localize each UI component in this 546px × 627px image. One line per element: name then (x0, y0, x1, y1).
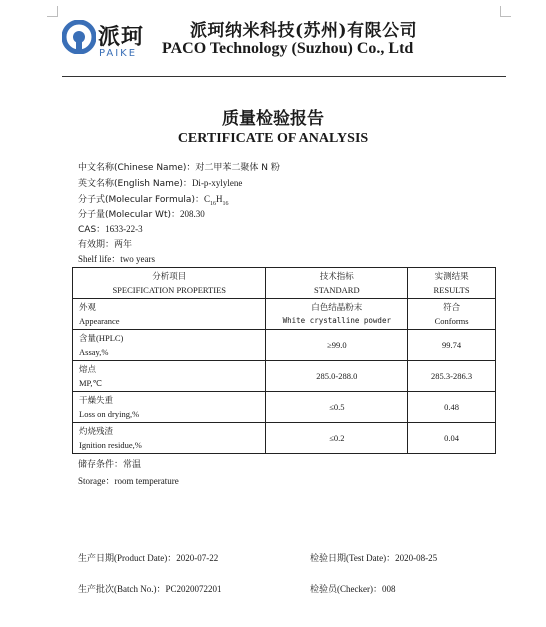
checker-line (310, 582, 395, 595)
property-name-en: Appearance (79, 316, 120, 326)
property-name-en: Loss on drying,% (79, 409, 140, 419)
property-name-cn: 灼烧残渣 (79, 426, 114, 436)
header-properties-en: SPECIFICATION PROPERTIES (112, 285, 227, 295)
table-row (73, 392, 496, 423)
shelf-life-value: two years (120, 254, 155, 264)
result-value: 0.04 (444, 433, 459, 443)
cas-line (78, 223, 143, 236)
molecular-weight-line (78, 208, 205, 221)
header-standard-en: STANDARD (314, 285, 360, 295)
standard-value-en: White crystalline powder (282, 316, 391, 325)
standard-value-cn: 白色结晶粉末 (311, 302, 363, 312)
header-standard-cn: 技术指标 (319, 271, 354, 281)
cas-value: 1633-22-3 (105, 224, 143, 234)
company-name-chinese: 派珂纳米科技(苏州)有限公司 (190, 21, 418, 41)
molecular-weight-label: 分子量(Molecular Wt)： (78, 210, 180, 220)
property-name-cn: 含量(HPLC) (79, 333, 124, 343)
result-value: 0.48 (444, 402, 459, 412)
product-date-label: 生产日期(Product Date)： (78, 553, 177, 563)
storage-cn-value: 常温 (123, 460, 142, 470)
chinese-name-label: 中文名称(Chinese Name)： (78, 163, 196, 173)
batch-value: PC2020072201 (165, 584, 222, 594)
header-results-en: RESULTS (433, 285, 470, 295)
property-name-en: Assay,% (79, 347, 109, 357)
result-value-cn: 符合 (443, 302, 461, 312)
validity-line (78, 238, 132, 251)
standard-value: 285.0-288.0 (316, 371, 358, 381)
storage-en-label: Storage： (78, 476, 115, 486)
property-name-cn: 外观 (79, 302, 97, 312)
result-value: 285.3-286.3 (431, 371, 473, 381)
crop-mark-top-right (500, 6, 511, 17)
table-row (73, 330, 496, 361)
formula-c-subscript: 16 (209, 200, 216, 207)
batch-line (78, 582, 222, 595)
chinese-name-value: 对二甲苯二聚体 N 粉 (195, 163, 280, 173)
test-date-value: 2020-08-25 (395, 553, 438, 563)
logo-chinese-text: 派珂 (98, 25, 145, 50)
property-name-en: Ignition residue,% (79, 440, 142, 450)
validity-label: 有效期： (78, 240, 115, 250)
storage-cn-line (78, 458, 141, 471)
header-results-cn: 实测结果 (434, 271, 469, 281)
result-value-en: Conforms (434, 316, 469, 326)
checker-value: 008 (381, 584, 396, 594)
formula-h: H (215, 194, 223, 204)
table-row (73, 299, 496, 330)
document-title-chinese: 质量检验报告 (222, 109, 324, 129)
storage-en-value: room temperature (114, 476, 179, 486)
chinese-name-line (78, 161, 280, 174)
product-date-value: 2020-07-22 (176, 553, 219, 563)
table-row (73, 423, 496, 454)
shelf-life-line (78, 253, 155, 265)
english-name-label: 英文名称(English Name)： (78, 179, 192, 189)
table-row (73, 361, 496, 392)
specification-table (72, 267, 496, 454)
cas-label: CAS： (78, 225, 106, 235)
english-name-value: Di-p-xylylene (191, 178, 243, 188)
header-divider (62, 76, 506, 77)
company-name-english: PACO Technology (Suzhou) Co., Ltd (162, 40, 414, 57)
standard-value: ≤0.2 (329, 433, 345, 443)
logo-english-text: PAIKE (99, 48, 138, 59)
crop-mark-top-left (47, 6, 58, 17)
product-date-line (78, 551, 218, 564)
formula-label: 分子式(Molecular Formula)： (78, 195, 204, 205)
result-value: 99.74 (442, 340, 462, 350)
checker-label: 检验员(Checker)： (310, 584, 382, 594)
standard-value: ≥99.0 (327, 340, 347, 350)
property-name-cn: 熔点 (79, 364, 97, 374)
table-header-row (73, 268, 496, 299)
formula-h-subscript: 16 (222, 200, 229, 207)
document-title-english: CERTIFICATE OF ANALYSIS (177, 131, 369, 146)
batch-label: 生产批次(Batch No.)： (78, 584, 166, 594)
storage-cn-label: 储存条件： (78, 460, 124, 470)
molecular-weight-value: 208.30 (180, 209, 205, 219)
storage-en-line (78, 475, 179, 487)
standard-value: ≤0.5 (329, 402, 345, 412)
property-name-en: MP,℃ (79, 378, 103, 388)
test-date-label: 检验日期(Test Date)： (310, 553, 396, 563)
validity-value: 两年 (114, 240, 133, 250)
shelf-life-label: Shelf life： (78, 254, 121, 264)
company-logo (62, 18, 152, 66)
english-name-line (78, 177, 242, 190)
test-date-line (310, 551, 437, 564)
formula-c: C (203, 194, 210, 204)
header-properties-cn: 分析项目 (152, 271, 187, 281)
paike-logo-icon (62, 20, 96, 54)
property-name-cn: 干燥失重 (79, 395, 114, 405)
